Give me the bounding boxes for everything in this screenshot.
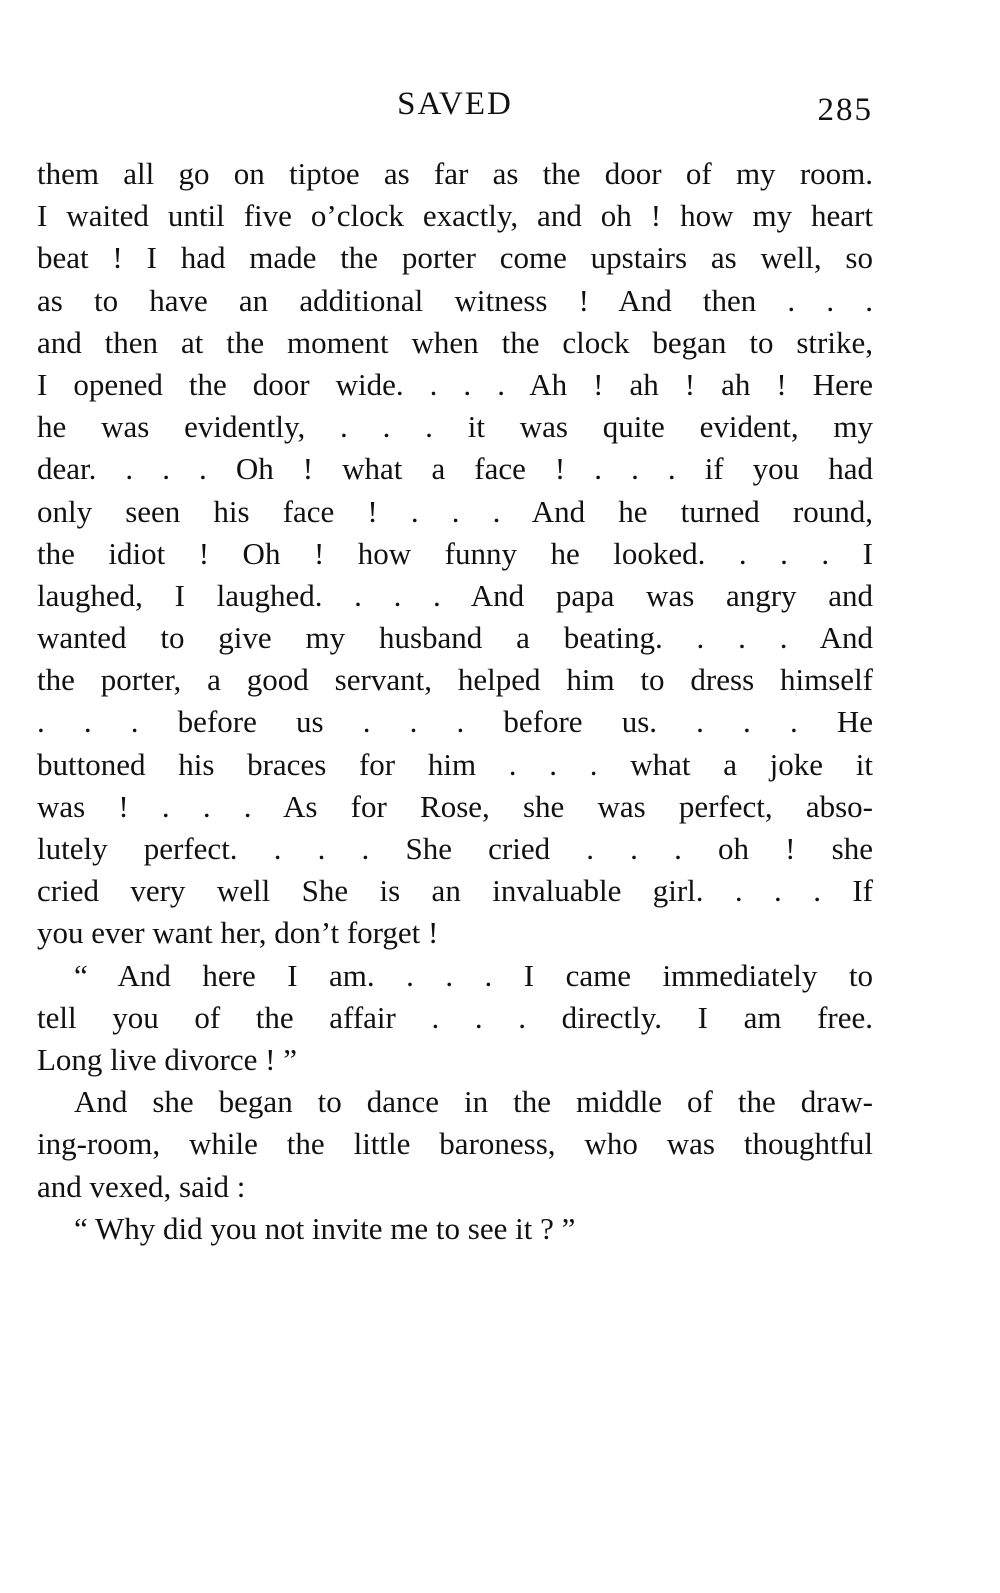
text-line: he was evidently, . . . it was quite evident, my bbox=[37, 409, 873, 445]
page-number: 285 bbox=[817, 92, 873, 128]
text-line: ing-room, while the little baroness, who was thoughtful bbox=[37, 1126, 873, 1162]
text-line: and vexed, said : bbox=[37, 1168, 246, 1204]
text-line: “ Why did you not invite me to see it ? ” bbox=[74, 1210, 576, 1246]
text-line: buttoned his braces for him . . . what a joke it bbox=[37, 746, 873, 782]
text-line: the porter, a good servant, helped him to dress himself bbox=[37, 662, 873, 698]
text-line: only seen his face ! . . . And he turned round, bbox=[37, 493, 873, 529]
text-line: as to have an additional witness ! And then . . . bbox=[37, 282, 873, 318]
text-line: I waited until five o’clock exactly, and oh ! how my heart bbox=[37, 198, 873, 234]
text-line: the idiot ! Oh ! how funny he looked. . . . I bbox=[37, 535, 873, 571]
running-head bbox=[37, 82, 873, 126]
text-line: them all go on tiptoe as far as the door of my room. bbox=[37, 156, 873, 191]
text-line: tell you of the affair . . . directly. I am free. bbox=[37, 999, 873, 1035]
text-line: you ever want her, don’t forget ! bbox=[37, 915, 439, 951]
body-text bbox=[37, 153, 873, 1250]
text-line: And she began to dance in the middle of the draw- bbox=[74, 1084, 873, 1120]
text-line: laughed, I laughed. . . . And papa was angry and bbox=[37, 577, 873, 613]
text-line: Long live divorce ! ” bbox=[37, 1041, 297, 1077]
text-line: and then at the moment when the clock began to strike, bbox=[37, 324, 873, 360]
text-line: dear. . . . Oh ! what a face ! . . . if you had bbox=[37, 451, 873, 487]
text-line: was ! . . . As for Rose, she was perfect, abso- bbox=[37, 788, 873, 824]
text-line: lutely perfect. . . . She cried . . . oh ! she bbox=[37, 831, 873, 866]
text-line: beat ! I had made the porter come upstairs as well, so bbox=[37, 240, 873, 276]
running-title: SAVED bbox=[397, 86, 513, 122]
text-line: “ And here I am. . . . I came immediately to bbox=[74, 957, 873, 993]
text-line: . . . before us . . . before us. . . . He bbox=[37, 704, 873, 740]
text-line: wanted to give my husband a beating. . . . And bbox=[37, 620, 873, 656]
text-line: I opened the door wide. . . . Ah ! ah ! ah ! Here bbox=[37, 366, 873, 402]
text-line: cried very well She is an invaluable girl. . . . If bbox=[37, 873, 873, 909]
